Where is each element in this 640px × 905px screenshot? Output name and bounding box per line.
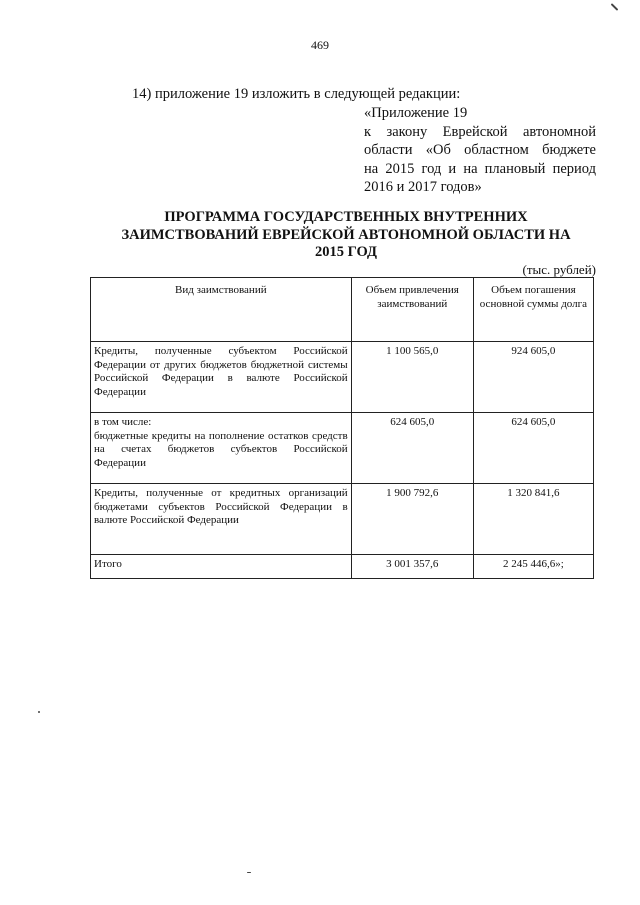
cell-kind-prefix: в том числе: [94, 416, 152, 428]
amendment-intro: 14) приложение 19 изложить в следующей редакции: [132, 86, 461, 102]
annex-line: на 2015 год и на плановый период [364, 160, 596, 177]
title-line: ЗАИМСТВОВАНИЙ ЕВРЕЙСКОЙ АВТОНОМНОЙ ОБЛАСТИ НА [121, 226, 571, 243]
annex-line: «Приложение 19 [364, 105, 468, 121]
cell-attract: 624 605,0 [351, 413, 473, 484]
cell-repay: 924 605,0 [473, 342, 593, 413]
table-row-total [91, 555, 594, 579]
annex-line: области «Об областном бюджете [364, 142, 596, 158]
table-row [91, 413, 594, 484]
table-row [91, 342, 594, 413]
scan-mark [611, 3, 619, 11]
scan-mark [38, 711, 40, 713]
cell-attract: 1 900 792,6 [351, 484, 473, 555]
scan-mark [247, 872, 251, 873]
cell-repay: 624 605,0 [473, 413, 593, 484]
borrowing-program-table [90, 277, 594, 579]
table-header-row [91, 278, 594, 342]
unit-label: (тыс. рублей) [522, 262, 596, 277]
page-number: 469 [311, 38, 329, 52]
title-line: 2015 ГОД [314, 244, 378, 260]
header-kind: Вид заимствований [91, 278, 352, 342]
table-row [91, 484, 594, 555]
header-attract: Объем привлечения заимствований [351, 278, 473, 342]
cell-attract: 3 001 357,6 [351, 555, 473, 579]
cell-attract: 1 100 565,0 [351, 342, 473, 413]
annex-line: 2016 и 2017 годов» [364, 179, 482, 195]
cell-kind [91, 413, 352, 484]
cell-repay: 2 245 446,6»; [473, 555, 593, 579]
annex-line: к закону Еврейской автономной [364, 123, 596, 140]
cell-kind: Кредиты, полученные субъектом Российской Федерации от других бюджетов бюджетной системы Российской Федерации в валюте Российской Федерации [91, 342, 352, 413]
title-line: ПРОГРАММА ГОСУДАРСТВЕННЫХ ВНУТРЕННИХ [164, 209, 528, 225]
cell-kind-text: бюджетные кредиты на пополнение остатков средств на счетах бюджетов субъектов Российской Федерации [94, 429, 348, 469]
document-title [96, 209, 596, 262]
annex-reference [364, 104, 596, 197]
cell-kind: Итого [91, 555, 352, 579]
header-repay: Объем погашения основной суммы долга [473, 278, 593, 342]
cell-repay: 1 320 841,6 [473, 484, 593, 555]
cell-kind: Кредиты, полученные от кредитных организаций бюджетами субъектов Российской Федерации в валюте Российской Федерации [91, 484, 352, 555]
